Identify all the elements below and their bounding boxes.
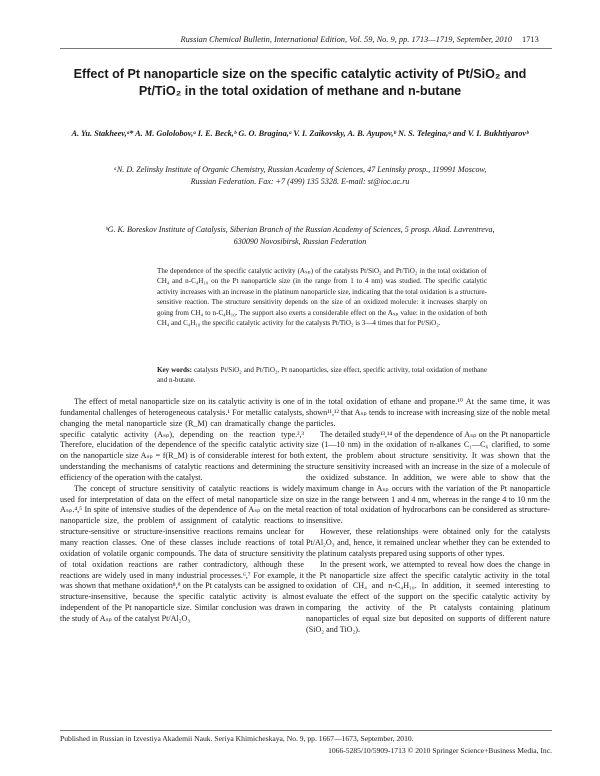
copyright-line: 1066-5285/10/5909-1713 © 2010 Springer Science+Business Media, Inc.	[328, 746, 552, 755]
running-head: Russian Chemical Bulletin, International Edition, Vol. 59, No. 9, pp. 1713—1719, September, 2010	[180, 35, 512, 44]
abstract: The dependence of the specific catalytic activity (Aₛₚ) of the catalysts Pt/SiO₂ and Pt/TiO₂ in the total oxidation of CH₄ and n-C₄H₁₀ on the Pt nanoparticle size (in the range from 1 to 4 nm) was studied. The specific catalytic activity increases with an increase in the platinum nanoparticle size, indicating that the total oxidation is a structure-sensitive reaction. The structure sensitivity depends on the size of an oxidized molecule: it increases sharply on going from CH₄ to n-C₄H₁₀. The support also exerts a considerable effect on the Aₛₚ value: in the oxidation of both CH₄ and C₄H₁₀ the specific catalytic activity for the catalysts Pt/TiO₂ is 3—4 times that for Pt/SiO₂.	[157, 267, 487, 328]
body-paragraph: In the present work, we attempted to reveal how does the change in the Pt nanoparticle size affect the specific catalytic activity in the total oxidation of CH₄ and n-C₄H₁₀. In addition, it seemed interesting to evaluate the effect of the support on the specific catalytic activity by comparing the activity of the Pt catalysts containing platinum nanoparticles of equal size but deposited on supports of different nature (SiO₂ and TiO₂).	[306, 559, 550, 634]
footer-rule	[60, 730, 552, 731]
publication-note: Published in Russian in Izvestiya Akademii Nauk. Seriya Khimicheskaya, No. 9, pp. 1667—1673, September, 2010.	[60, 734, 414, 743]
body-paragraph: The concept of structure sensitivity of catalytic reactions is widely used for interpretation of data on the effect of metal nanoparticle size on Aₛₚ.⁴,⁵ In spite of intensive studies of the dependence of Aₛₚ on the metal nanoparticle size, the problem of assignment of catalytic reactions to structure-sensitive or structure-insensitive reactions remains unclear for many reaction classes. One of these classes include reactions of total oxidation of volatile organic compounds. The data of structure sensitivity of total oxidation reactions are rather contradictory, although these reactions are widely used in many industrial processes.⁶,⁷ For example, it was shown that methane oxidation⁸,⁹ on the Pt catalysts can be assigned to structure-insensitive, because the specific catalytic activity is almost independent of the Pt nanoparticle size. Similar conclusion was drawn in the study of Aₛₚ of the catalyst Pt/Al₂O₃	[60, 483, 304, 623]
affiliation-b: ᵇG. K. Boreskov Institute of Catalysis, Siberian Branch of the Russian Academy of Sciences, 5 prosp. Akad. Lavrentreva, 630090 Novosibirsk, Russian Federation	[105, 225, 495, 246]
author-list: A. Yu. Stakheev,ᵃ* A. M. Gololobov,ᵃ I. E. Beck,ᵇ G. O. Bragina,ᵃ V. I. Zaikovsky, A. B. Ayupov,ᵇ N. S. Telegina,ᵃ and V. I. Bukhtiyarovᵇ	[71, 129, 529, 138]
affiliation-a: ᵃN. D. Zelinsky Institute of Organic Chemistry, Russian Academy of Sciences, 47 Leninsky prosp., 119991 Moscow, Russian Federation. Fax: +7 (499) 135 5328. E-mail: st@ioc.ac.ru	[113, 165, 487, 186]
body-paragraph-continued: in the total oxidation of ethane and propane.¹⁰ At the same time, it was shown¹¹,¹² that Aₛₚ tends to increase with increasing size of the noble metal particles.	[306, 397, 550, 428]
article-title: Effect of Pt nanoparticle size on the specific catalytic activity of Pt/SiO₂ and Pt/TiO₂ in the total oxidation of methane and n-butane	[73, 67, 527, 98]
header-rule	[60, 48, 552, 49]
body-column-right	[306, 397, 550, 636]
body-paragraph: The detailed study¹³,¹⁴ of the dependence of Aₛₚ on the Pt nanoparticle size (1—10 nm) in the oxidation of n-alkanes C₁—C₆ clarified, to some extent, the problem about structure sensitivity. It was shown that the structure sensitivity increased with an increase in the size of a molecule of the oxidized substance. In addition, we were able to show that the maximum change in Aₛₚ occurs with the variation of the Pt nanoparticle size in the range between 1 and 4 nm, whereas in the range 4 to 10 nm the reaction of total oxidation of hydrocarbons can be considered as structure-insensitive.	[306, 429, 550, 526]
body-paragraph: The effect of metal nanoparticle size on its catalytic activity is one of fundamental challenges of heterogeneous catalysis.¹ For metallic catalysts, changing the metal nanoparticle size (R_M) can dramatically change the specific catalytic activity (Aₛₚ), depending on the reaction type.²,³ Therefore, elucidation of the dependence of the specific catalytic activity on the nanoparticle size Aₛₚ = f(R_M) is of considerable interest for both understanding the mechanisms of catalytic reactions and determining the efficiency of the operation with the catalyst.	[60, 397, 304, 482]
body-paragraph: However, these relationships were obtained only for the catalysts Pt/Al₂O₃ and, hence, it remained unclear whether they can be extended to the platinum catalysts prepared using supports of other types.	[306, 527, 550, 558]
page-number: 1713	[522, 35, 539, 44]
keywords	[157, 365, 487, 386]
keywords-label: Key words:	[157, 366, 193, 374]
body-column-left	[60, 397, 304, 625]
keywords-text: catalysts Pt/SiO₂ and Pt/TiO₂, Pt nanoparticles, size effect, specific activity, total oxidation of methane and n-butane.	[157, 366, 487, 385]
